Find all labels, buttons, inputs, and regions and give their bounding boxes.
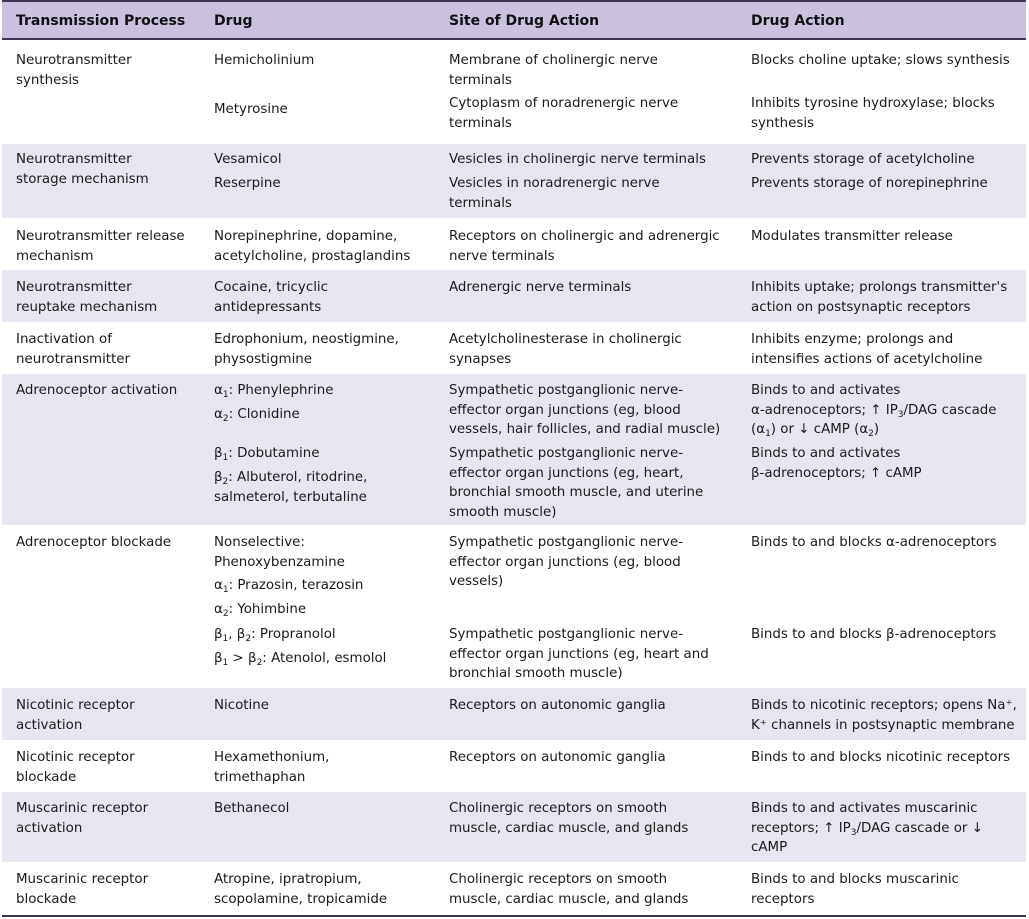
table-row <box>2 40 1026 144</box>
table-row <box>2 688 1026 740</box>
drug-name: Yohimbine <box>237 602 307 617</box>
site-cell: Cytoplasm of noradrenergic nerve terminals <box>449 96 679 131</box>
drug-cell: $\alpha_1$: Prazosin, terazosin <box>214 578 364 595</box>
site-cell: Receptors on autonomic ganglia <box>449 698 666 713</box>
drug-name: Phenylephrine <box>237 383 334 398</box>
drug-cell: Nonselective: Phenoxybenzamine <box>214 535 345 570</box>
drug-cell: Hemicholinium <box>214 53 315 68</box>
drug-cell: $\beta_2$: Albuterol, ritodrine, salmeterol, terbutaline <box>214 470 368 505</box>
drug-cell: Reserpine <box>214 176 281 191</box>
table-row <box>2 374 1026 525</box>
process-cell: Nicotinic receptor blockade <box>16 750 135 785</box>
process-cell: Nicotinic receptor activation <box>16 698 135 733</box>
header-action: Drug Action <box>751 13 845 29</box>
site-cell: Sympathetic postganglionic nerve- effector organ junctions (eg, heart, bronchial smooth muscle, and uterine smooth muscle) <box>449 446 704 520</box>
site-cell: Vesicles in cholinergic nerve terminals <box>449 152 706 167</box>
drug-cell: Edrophonium, neostigmine, physostigmine <box>214 332 399 367</box>
action-cell: Inhibits enzyme; prolongs and intensifies actions of acetylcholine <box>751 332 983 367</box>
drug-cell: $\beta_1$: Dobutamine <box>214 446 320 463</box>
drug-cell: $\alpha_1$: Phenylephrine <box>214 383 334 400</box>
site-cell: Sympathetic postganglionic nerve- effector organ junctions (eg, blood vessels, hair follicles, and radial muscle) <box>449 383 721 437</box>
drug-cell: $\alpha_2$: Clonidine <box>214 407 300 424</box>
site-cell: Adrenergic nerve terminals <box>449 280 632 295</box>
action-cell: Prevents storage of norepinephrine <box>751 176 988 191</box>
process-cell: Adrenoceptor activation <box>16 383 178 398</box>
action-cell: Prevents storage of acetylcholine <box>751 152 975 167</box>
process-cell: Neurotransmitter synthesis <box>16 53 132 88</box>
action-cell: Binds to and blocks α-adrenoceptors <box>751 535 997 550</box>
action-cell: Binds to and activates α-adrenoceptors; ↑ $IP_3$/DAG cascade $(\alpha_1)$ or ↓ cAMP $(\alpha_2)$ <box>751 383 997 439</box>
bottom-rule <box>2 915 1026 917</box>
table-row <box>2 144 1026 218</box>
drug-cell: Metyrosine <box>214 102 288 117</box>
table-row <box>2 322 1026 374</box>
process-cell: Neurotransmitter reuptake mechanism <box>16 280 158 315</box>
action-cell: Binds to and activates β-adrenoceptors; ↑ cAMP <box>751 446 922 481</box>
site-cell: Receptors on autonomic ganglia <box>449 750 666 765</box>
drug-cell: Cocaine, tricyclic antidepressants <box>214 280 328 315</box>
site-cell: Cholinergic receptors on smooth muscle, cardiac muscle, and glands <box>449 801 689 836</box>
drug-cell: Vesamicol <box>214 152 282 167</box>
action-cell: Binds to and blocks β-adrenoceptors <box>751 627 997 642</box>
action-cell: Binds to and activates muscarinic receptors; ↑ $IP_3$/DAG cascade or ↓ cAMP <box>751 801 983 855</box>
drug-cell: $\beta_1 > \beta_2$: Atenolol, esmolol <box>214 651 387 668</box>
drug-cell: Norepinephrine, dopamine, acetylcholine, prostaglandins <box>214 229 411 264</box>
drug-name: Dobutamine <box>237 446 320 461</box>
table-row <box>2 218 1026 270</box>
drug-name: Prazosin, terazosin <box>237 578 364 593</box>
table-row <box>2 862 1026 915</box>
drug-name: Propranolol <box>259 627 336 642</box>
action-cell: Blocks choline uptake; slows synthesis <box>751 53 1010 68</box>
header-site: Site of Drug Action <box>449 13 600 29</box>
site-cell: Cholinergic receptors on smooth muscle, cardiac muscle, and glands <box>449 872 689 907</box>
header-drug: Drug <box>214 13 253 29</box>
header-transmission-process: Transmission Process <box>16 13 186 29</box>
process-cell: Muscarinic receptor blockade <box>16 872 149 907</box>
action-cell: Binds to and blocks muscarinic receptors <box>751 872 959 907</box>
site-cell: Sympathetic postganglionic nerve- effector organ junctions (eg, blood vessels) <box>449 535 684 589</box>
drug-cell: $\beta_1$, $\beta_2$: Propranolol <box>214 627 336 644</box>
action-cell: Inhibits tyrosine hydroxylase; blocks synthesis <box>751 96 995 131</box>
site-cell: Receptors on cholinergic and adrenergic nerve terminals <box>449 229 720 264</box>
table-row <box>2 792 1026 862</box>
table-header <box>2 0 1026 40</box>
action-cell: Binds to nicotinic receptors; opens Na⁺, K⁺ channels in postsynaptic membrane <box>751 698 1017 733</box>
process-cell: Inactivation of neurotransmitter <box>16 332 131 367</box>
drug-cell: Bethanecol <box>214 801 290 816</box>
site-cell: Sympathetic postganglionic nerve- effector organ junctions (eg, heart and bronchial smooth muscle) <box>449 627 709 681</box>
drug-cell: Nicotine <box>214 698 269 713</box>
drug-cell: Hexamethonium, trimethaphan <box>214 750 330 785</box>
process-cell: Muscarinic receptor activation <box>16 801 149 836</box>
drug-name: Atenolol, esmolol <box>271 651 387 666</box>
drug-cell: Atropine, ipratropium, scopolamine, tropicamide <box>214 872 388 907</box>
process-cell: Neurotransmitter storage mechanism <box>16 152 149 187</box>
table-row <box>2 525 1026 688</box>
action-cell: Inhibits uptake; prolongs transmitter's action on postsynaptic receptors <box>751 280 1008 315</box>
action-cell: Modulates transmitter release <box>751 229 953 244</box>
site-cell: Acetylcholinesterase in cholinergic synapses <box>449 332 682 367</box>
action-cell: Binds to and blocks nicotinic receptors <box>751 750 1011 765</box>
table-row <box>2 740 1026 792</box>
drug-cell: $\alpha_2$: Yohimbine <box>214 602 307 619</box>
process-cell: Neurotransmitter release mechanism <box>16 229 185 264</box>
drug-name: Clonidine <box>237 407 300 422</box>
table-row <box>2 270 1026 322</box>
site-cell: Membrane of cholinergic nerve terminals <box>449 53 658 88</box>
site-cell: Vesicles in noradrenergic nerve terminals <box>449 176 660 211</box>
process-cell: Adrenoceptor blockade <box>16 535 172 550</box>
